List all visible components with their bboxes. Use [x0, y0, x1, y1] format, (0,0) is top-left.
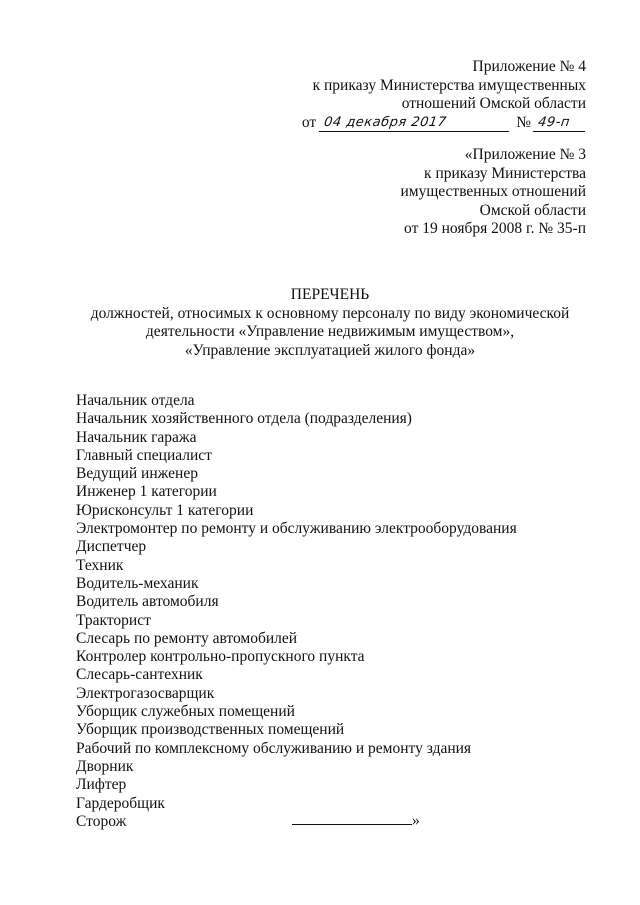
list-item: Лифтер [76, 776, 127, 794]
appendix-3-title: «Приложение № 3 [464, 146, 586, 163]
document-subtitle-line3: «Управление эксплуатацией жилого фонда» [184, 341, 476, 359]
list-item: Рабочий по комплексному обслуживанию и ремонту здания [76, 739, 472, 757]
order-date-prefix: от [301, 113, 317, 131]
appendix-3-order-date: от 19 ноября 2008 г. № 35-п [404, 220, 586, 237]
list-item: Электрогазосварщик [76, 684, 215, 702]
handwritten-order-number: 49-п [533, 115, 587, 132]
appendix-4-title: Приложение № 4 [472, 58, 586, 75]
appendix-4-header [302, 58, 586, 132]
list-item: Слесарь-сантехник [76, 666, 203, 684]
appendix-3-order-ref-line1: к приказу Министерства [424, 164, 586, 182]
list-item: Начальник отдела [76, 392, 195, 409]
document-title-block [40, 286, 620, 360]
appendix-4-order-ref-line2: отношений Омской области [401, 95, 586, 112]
list-item: Водитель автомобиля [76, 593, 219, 611]
appendix-4-order-ref-line1: к приказу Министерства имущественных [312, 76, 586, 94]
appendix-3-order-ref-line3: Омской области [479, 201, 586, 219]
appendix-3-header [400, 146, 586, 239]
closing-quote: » [412, 812, 420, 829]
list-item: Диспетчер [76, 538, 147, 556]
list-item: Ведущий инженер [76, 465, 198, 483]
list-item: Техник [76, 556, 124, 574]
list-item: Слесарь по ремонту автомобилей [76, 629, 298, 647]
document-heading: ПЕРЕЧЕНЬ [290, 286, 370, 303]
document-subtitle-line1: должностей, относимых к основному персоналу по виду экономической [90, 304, 570, 322]
list-item: Дворник [76, 757, 134, 775]
list-item: Тракторист [76, 611, 151, 629]
handwritten-order-date: 04 декабря 2017 [319, 115, 511, 132]
appendix-3-order-ref-line2: имущественных отношений [400, 183, 586, 200]
list-item: Уборщик служебных помещений [76, 703, 295, 721]
list-item: Инженер 1 категории [76, 483, 217, 501]
list-item: Начальник гаража [76, 428, 197, 446]
list-item: Водитель-механик [76, 574, 199, 592]
positions-list [76, 392, 517, 831]
closing-line [292, 812, 420, 830]
list-item: Юрисконсульт 1 категории [76, 501, 254, 519]
list-item: Контролер контрольно-пропускного пункта [76, 648, 365, 666]
list-item: Уборщик производственных помещений [76, 721, 345, 739]
appendix-4-order-date-line [302, 114, 586, 133]
document-subtitle-line2: деятельности «Управление недвижимым имуществом», [145, 323, 515, 340]
list-item: Начальник хозяйственного отдела (подразделения) [76, 410, 412, 428]
closing-rule [292, 824, 412, 825]
list-item: Главный специалист [76, 446, 212, 464]
list-item: Гардеробщик [76, 794, 165, 812]
list-item: Сторож [76, 812, 127, 830]
order-number-prefix: № [516, 113, 531, 131]
list-item: Электромонтер по ремонту и обслуживанию электрооборудования [76, 520, 517, 538]
